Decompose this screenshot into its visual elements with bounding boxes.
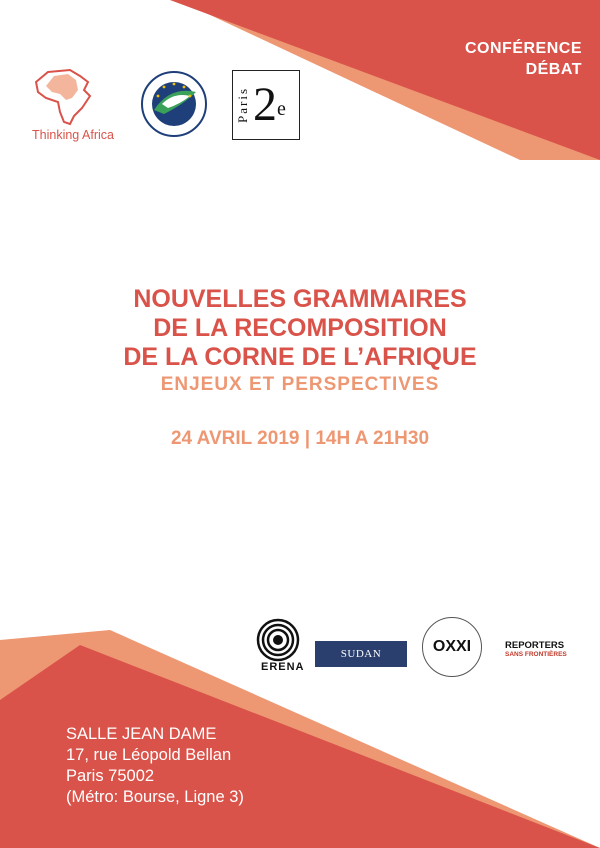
rsf-line-1: REPORTERS (505, 640, 565, 651)
thinking-africa-logo (30, 68, 120, 148)
africa-map-icon (30, 68, 100, 128)
address-line-3: Paris 75002 (66, 767, 155, 785)
rsf-logo (505, 641, 575, 659)
badge-line-2: DÉBAT (525, 61, 582, 78)
european-center-for-peace-seal-icon (140, 70, 208, 138)
paris-2-superscript: e (277, 98, 286, 120)
title-line-1: NOUVELLES GRAMMAIRES (133, 285, 467, 313)
badge-line-1: CONFÉRENCE (464, 40, 582, 57)
thinking-africa-label: Thinking Africa (32, 128, 114, 142)
title-line-2: DE LA RECOMPOSITION (153, 314, 447, 342)
conference-title (0, 285, 600, 372)
venue-address (66, 724, 244, 808)
partner-logos (255, 615, 585, 685)
erena-rings-icon (255, 617, 301, 663)
paris-2-logo (232, 70, 300, 140)
event-type-badge (422, 38, 582, 80)
title-line-3: DE LA CORNE DE L’AFRIQUE (123, 343, 477, 371)
paris-2-digit: 2 (253, 78, 277, 131)
paris-2-vertical-text: Paris (235, 87, 250, 123)
paris-2-number (253, 77, 286, 133)
event-date: 24 AVRIL 2019 | 14H A 21H30 (170, 428, 430, 449)
address-line-2: 17, rue Léopold Bellan (66, 746, 232, 764)
conference-subtitle: ENJEUX ET PERSPECTIVES (160, 374, 440, 395)
erena-logo (255, 617, 311, 681)
erena-label: ERENA (261, 661, 305, 673)
oxxi-logo: OXXI (422, 617, 482, 677)
rsf-line-2: SANS FRONTIÈRES (505, 651, 567, 658)
sudan-tribune-logo: SUDAN TRIBUNE (315, 641, 407, 667)
address-line-4: (Métro: Bourse, Ligne 3) (66, 788, 244, 806)
address-line-1: SALLE JEAN DAME (66, 725, 217, 743)
european-center-for-peace-logo (140, 70, 208, 138)
